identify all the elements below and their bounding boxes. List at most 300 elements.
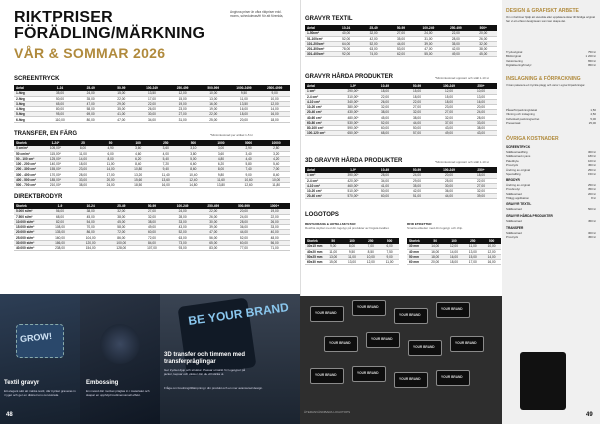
table-cell: 530,00*: [337, 120, 369, 125]
table-row: [305, 52, 497, 57]
column-header: Storlek: [14, 140, 42, 146]
page-number-left: 48: [6, 412, 13, 418]
sidebar-price-label: Ställkostnad/färg: [506, 150, 528, 154]
table-cell: 3-färg: [14, 101, 45, 106]
table-cell: 20.000 st/m²: [14, 230, 45, 235]
embossed-logo: [100, 324, 140, 364]
table-cell: 44,00: [229, 230, 260, 235]
table-cell: 60x30 mm: [307, 260, 323, 265]
table-cell: 11,00: [343, 254, 362, 259]
sidebar-price-label: Specialfärg: [506, 172, 521, 176]
sidebar-price-value: 1,50: [590, 108, 596, 112]
table-cell: 65,00: [198, 240, 229, 245]
column-header: 1-9: [45, 203, 76, 209]
table-cell: 14,80: [180, 182, 208, 187]
table-cell: 52,00: [167, 230, 198, 235]
table-cell: 52,00: [229, 235, 260, 240]
tag-12: [436, 370, 470, 386]
table-cell: 7,20: [152, 162, 180, 167]
table-cell: 30x15 mm: [307, 244, 323, 249]
table-cell: 480,00*: [337, 115, 369, 120]
sidebar-price-value: 650 kr: [587, 58, 596, 63]
table-cell: 52,00: [332, 36, 359, 41]
table-cell: 20,00: [470, 31, 497, 36]
column-header: 50-99: [401, 167, 433, 173]
photo-strip: [0, 294, 300, 424]
table-cell: 10,00: [482, 244, 501, 249]
sidebar-price-label: Provtryck: [506, 163, 519, 168]
table-cell: 80,00: [75, 117, 106, 122]
table-cell: 170,00*: [42, 172, 70, 177]
table-cell: 4-10 cm²: [305, 99, 337, 104]
table-cell: 22,00: [401, 99, 433, 104]
sidebar-price-value: 1 200 kr: [585, 54, 596, 59]
sidebar-pack-title: INSLAGNING & FÖRPACKNING: [506, 76, 581, 82]
table-cell: 44,00: [387, 41, 414, 46]
logotops-sub1-text: Rostfria skyltar med din logotyp på produkter av högsta kvalitet.: [305, 226, 390, 230]
table-cell: 12,00: [433, 89, 465, 94]
table-cell: 5.000 st/m²: [14, 209, 45, 214]
sidebar-price-row: [506, 183, 596, 187]
table-cell: 186,00: [45, 240, 76, 245]
table-cell: 39,00: [198, 225, 229, 230]
sidebar-price-label: Provbrodyr: [506, 187, 521, 192]
table-row: [14, 117, 290, 122]
tag-8: [450, 336, 484, 352]
tag-7: [408, 340, 442, 356]
intro-text: Angivna priser är våra riktpriser exkl. moms, scheduleras/fri för att förenkla,: [230, 10, 284, 19]
table-cell: 26,00: [470, 36, 497, 41]
column-header: 500: [380, 238, 399, 244]
column-header: Antal: [305, 25, 332, 31]
table-cell: 30,00: [198, 219, 229, 224]
table-cell: 9,40: [152, 167, 180, 172]
table-cell: 3,40: [235, 151, 263, 156]
column-header: 10-24: [332, 25, 359, 31]
table-cell: 420,00*: [337, 178, 369, 183]
table-cell: 10-20 cm²: [305, 105, 337, 110]
table-cell: 53,00: [387, 47, 414, 52]
table-cell: 4,80: [207, 156, 235, 161]
table-cell: 185,00*: [42, 177, 70, 182]
table-cell: 73,00: [167, 240, 198, 245]
page-subtitle: VÅR & SOMMAR 2026: [14, 45, 166, 61]
table-cell: 23,00: [433, 105, 465, 110]
column-header: 250: [463, 238, 482, 244]
table-cell: 48,00: [259, 235, 290, 240]
table-cell: 3,80: [180, 151, 208, 156]
sidebar-price-value: 300 kr: [587, 150, 596, 154]
table-cell: 27,00: [401, 105, 433, 110]
table-cell: 27,00: [167, 112, 198, 117]
page-title-line1: RIKTPRISER: [14, 9, 113, 26]
sidebar-price-label: Vikning och inslagning: [506, 112, 535, 117]
table-cell: 12,60: [235, 182, 263, 187]
table-cell: 24,00: [167, 209, 198, 214]
table-cell: 1 cm²: [305, 173, 337, 178]
column-header: Storlek: [14, 203, 45, 209]
table-cell: 18,00: [229, 112, 260, 117]
table-cell: 108,00: [45, 225, 76, 230]
table-cell: 44,00: [433, 194, 465, 199]
table-cell: 28,00: [442, 36, 469, 41]
table-cell: 11,80: [262, 182, 290, 187]
page-title-line2: FÖRÄDLING/MÄRKNING: [14, 25, 206, 42]
transfer-note: *Minimikostnad per artikel 1-5 kr: [210, 133, 253, 137]
table-cell: 105,00*: [42, 146, 70, 151]
table-cell: 40x20 mm: [307, 249, 323, 254]
table-cell: 40 mm: [407, 249, 426, 254]
column-header: 500+: [470, 25, 497, 31]
table-cell: 60,00: [137, 230, 168, 235]
sidebar-price-label: Ställkostnad: [506, 191, 522, 196]
table-cell: 25,00: [198, 117, 229, 122]
table-cell: 56,00: [198, 235, 229, 240]
column-header: 500-999: [229, 203, 260, 209]
table-cell: 38,00: [369, 110, 401, 115]
table-cell: 38,00: [75, 209, 106, 214]
table-cell: 6-färg: [14, 117, 45, 122]
table-cell: 650,00*: [337, 131, 369, 136]
table-cell: 50 cm/m²: [14, 151, 42, 156]
sidebar-price-label: Palettbyte: [506, 158, 519, 163]
table-cell: 30 mm: [407, 244, 426, 249]
table-cell: 11,40: [152, 172, 180, 177]
table-cell: 4,40: [235, 156, 263, 161]
table-cell: 15,00: [401, 89, 433, 94]
table-cell: 10.000 st/m²: [14, 219, 45, 224]
table-cell: 2-4 cm²: [305, 94, 337, 99]
sidebar-price-row: [506, 154, 596, 158]
table-cell: 15,00: [433, 94, 465, 99]
table-cell: 11,00: [97, 162, 125, 167]
table-cell: 8,60: [180, 167, 208, 172]
sidebar-design-text: Om ni behöver hjälp att utveckla eller uppdatera idéer till färdiga original har vi ett erfaret designteam som kan skapa det.: [506, 15, 595, 23]
table-cell: 11,00: [324, 249, 343, 254]
column-header: 10-49: [369, 83, 401, 89]
table-cell: 24,00: [401, 173, 433, 178]
table-cell: 50 - 100 cm²: [14, 156, 42, 161]
table-cell: 39,00: [415, 41, 442, 46]
table-cell: 49,00: [137, 225, 168, 230]
table-cell: 101-200cm²: [305, 41, 332, 46]
table-cell: 8,40: [262, 172, 290, 177]
section-title-gravyr-textil: GRAVYR TEXTIL: [305, 16, 353, 22]
column-header: 5000: [235, 140, 263, 146]
table-cell: 33,00: [465, 120, 497, 125]
table-cell: 20,00: [229, 117, 260, 122]
table-cell: 60,00: [369, 194, 401, 199]
table-cell: 55,00: [415, 52, 442, 57]
column-header: 50-99: [106, 85, 137, 91]
table-cell: 47,00: [75, 101, 106, 106]
table-cell: 25,00: [433, 178, 465, 183]
table-cell: 20,00: [229, 209, 260, 214]
sidebar-price-label: Ändring av original: [506, 183, 530, 187]
table-cell: 45,00: [470, 52, 497, 57]
sidebar-price-value: 300 kr: [587, 231, 596, 235]
column-header: 10000: [262, 140, 290, 146]
table-cell: 4,90: [97, 146, 125, 151]
sidebar-price-value: 350 kr: [587, 187, 596, 192]
table-cell: 60 mm: [407, 260, 426, 265]
table-cell: 125,00*: [42, 156, 70, 161]
sidebar-price-label: Digitalisering/brodyr: [506, 63, 532, 68]
tag-text: YOUR BRAND: [315, 311, 337, 315]
sidebar-price-value: 450 kr: [587, 235, 596, 240]
table-cell: 200 - 300 cm²: [14, 167, 42, 172]
table-cell: 38,00: [137, 219, 168, 224]
sidebar-price-label: Påsar/förpackning/dekal: [506, 108, 538, 112]
table-cell: 13,80: [207, 182, 235, 187]
sidebar-other-sub5: TRANSFER: [506, 226, 524, 230]
sidebar-price-value: 250 kr: [587, 167, 596, 172]
table-cell: 43,00: [465, 131, 497, 136]
table-cell: 40-60 cm²: [305, 115, 337, 120]
table-cell: 63,00: [360, 47, 387, 52]
table-cell: 15,00: [106, 91, 137, 96]
column-header: 25-49: [106, 203, 137, 209]
table-cell: 14,00: [426, 244, 445, 249]
table-cell: 10,60: [235, 177, 263, 182]
table-cell: 93,00: [167, 245, 198, 250]
table-row: [305, 194, 497, 199]
column-header: 1-9*: [337, 83, 369, 89]
sidebar-price-row: [506, 63, 596, 67]
table-cell: 22,00: [106, 96, 137, 101]
table-cell: 33,00: [69, 177, 97, 182]
table-cell: 2,90: [235, 146, 263, 151]
table-cell: 12,00: [167, 91, 198, 96]
table-cell: 18,00: [465, 173, 497, 178]
column-header: 100-249: [415, 25, 442, 31]
sidebar-price-label: Ställkostnad: [506, 207, 522, 211]
table-cell: 14,00: [97, 167, 125, 172]
logotops-sub2: RFID ETIKETTER: [407, 222, 432, 226]
tag-text: YOUR BRAND: [357, 305, 379, 309]
table-cell: 5 cm/m²: [14, 146, 42, 151]
table-cell: 100-120 cm²: [305, 131, 337, 136]
sidebar-price-value: 150 kr: [587, 172, 596, 176]
column-header: 25: [69, 140, 97, 146]
table-cell: 16,00: [198, 101, 229, 106]
table-cell: 50 mm: [407, 254, 426, 259]
table-cell: 41,00: [106, 112, 137, 117]
table-cell: 33,00: [259, 225, 290, 230]
table-cell: 84,00: [137, 240, 168, 245]
table-cell: 11,00: [463, 244, 482, 249]
shirt-text: BE YOUR BRAND: [187, 300, 290, 328]
table-cell: 95,00: [45, 112, 76, 117]
table-cell: 32,00: [360, 31, 387, 36]
sidebar-price-row: [506, 150, 596, 154]
tag-9: [310, 368, 344, 384]
table-cell: 17,00: [97, 172, 125, 177]
column-header: 250-499: [198, 203, 229, 209]
table-cell: 47,00: [198, 230, 229, 235]
table-cell: 9,00: [259, 91, 290, 96]
sidebar-price-value: 500 kr: [587, 207, 596, 211]
table-cell: 238,00: [45, 245, 76, 250]
table-cell: 6,20: [207, 162, 235, 167]
sidebar-price-row: [506, 50, 596, 54]
table-cell: 43,00: [433, 125, 465, 130]
sidebar-price-label: Tillägg applikation: [506, 196, 530, 201]
table-cell: 24,00: [465, 110, 497, 115]
table-cell: 30,00: [137, 112, 168, 117]
table-cell: 12,00: [482, 249, 501, 254]
tag-text: YOUR BRAND: [413, 345, 435, 349]
table-cell: 11,60: [207, 177, 235, 182]
table-cell: 8,00: [343, 244, 362, 249]
table-cell: 29,00: [106, 101, 137, 106]
column-header: 250+: [465, 83, 497, 89]
caption-text-2: En metod där motivet präglas in i materialet och skapar en upphöjd tredimensionell effekt.: [86, 389, 150, 397]
logotops-sub2-text: Smarta etiketter med din logotyp och chip.: [407, 226, 464, 230]
column-header: 1-9*: [337, 167, 369, 173]
table-cell: 13,50: [137, 91, 168, 96]
table-cell: 92,00: [332, 52, 359, 57]
column-header: Antal: [305, 83, 337, 89]
table-cell: 140,00*: [42, 162, 70, 167]
table-cell: 24,00: [229, 214, 260, 219]
table-cell: 15,00: [324, 260, 343, 265]
table-cell: 47,00: [106, 117, 137, 122]
table-cell: 65,00: [45, 101, 76, 106]
table-cell: 5-färg: [14, 112, 45, 117]
table-cell: 7,00: [361, 244, 380, 249]
table-cell: 30.000 st/m²: [14, 240, 45, 245]
table-cell: 201-300cm²: [305, 47, 332, 52]
table-cell: 86,00: [75, 230, 106, 235]
table-cell: 14,00: [259, 107, 290, 112]
table-cell: 7,50: [380, 249, 399, 254]
table-cell: 16,00: [229, 107, 260, 112]
table-cell: 8,50: [361, 249, 380, 254]
table-cell: 12,00: [361, 260, 380, 265]
table-cell: 4,60: [124, 151, 152, 156]
table-cell: 16,00: [259, 112, 290, 117]
table-cell: 1-färg: [14, 91, 45, 96]
tag-text: YOUR BRAND: [455, 341, 477, 345]
table-cell: 3,60: [207, 151, 235, 156]
caption-text-3: Ger trycket djup och struktur. Passar utmärkt för logotyper på jackor, kepsar och väskor där du vill sticka ut.: [164, 368, 246, 376]
table-cell: 22,00: [465, 178, 497, 183]
table-cell: 6,00: [380, 244, 399, 249]
table-cell: 51,00: [401, 194, 433, 199]
column-header: 250-499: [442, 25, 469, 31]
table-cell: 500 - 700 cm²: [14, 182, 42, 187]
table-cell: 27,00: [137, 209, 168, 214]
table-cell: 38,00: [470, 47, 497, 52]
table-cell: 15,60: [124, 177, 152, 182]
table-cell: 26,00: [369, 99, 401, 104]
table-cell: 10,40: [180, 172, 208, 177]
table-cell: 17,00: [463, 260, 482, 265]
column-header: 1-24: [45, 85, 76, 91]
table-cell: 2-4 cm²: [305, 178, 337, 183]
sidebar-price-value: 5,00: [590, 116, 596, 121]
table-cell: 570,00*: [337, 194, 369, 199]
tag-text: YOUR BRAND: [399, 377, 421, 381]
table-cell: 115,00*: [42, 151, 70, 156]
section-title-screen: SCREENTRYCK: [14, 76, 60, 82]
table-cell: 340,00*: [337, 99, 369, 104]
table-cell: 40,00: [332, 31, 359, 36]
table-cell: 86,00: [106, 235, 137, 240]
table-cell: 120,00: [75, 240, 106, 245]
column-header: 500: [482, 238, 501, 244]
sidebar-other-sub1: SCREENTRYCK: [506, 145, 531, 149]
logotops-photo: [300, 296, 502, 424]
tag-3: [394, 308, 428, 324]
photo-textil-gravyr: [0, 294, 80, 424]
table-cell: 18,00: [369, 89, 401, 94]
table-cell: 10-20 cm²: [305, 189, 337, 194]
sidebar-price-value: 8 kr: [591, 196, 596, 201]
table-cell: 7.500 st/m²: [14, 214, 45, 219]
table-cell: 8,00: [97, 156, 125, 161]
table-cell: 20-40 cm²: [305, 110, 337, 115]
table-cell: 60-80 cm²: [305, 120, 337, 125]
table-cell: 6,60: [180, 162, 208, 167]
table-cell: 35,00: [45, 91, 76, 96]
tag-text: YOUR BRAND: [329, 341, 351, 345]
table-row: [14, 182, 290, 187]
table-cell: 47,00: [415, 47, 442, 52]
table-cell: 3,60: [124, 146, 152, 151]
table-cell: 50x25 mm: [307, 254, 323, 259]
table-cell: 80-100 cm²: [305, 125, 337, 130]
table-cell: 35,00: [401, 183, 433, 188]
table-cell: 50,00: [45, 96, 76, 101]
table-cell: 32,00: [433, 115, 465, 120]
sidebar-price-row: [506, 59, 596, 63]
page-number-right: 49: [586, 412, 593, 418]
table-cell: 5,40: [262, 162, 290, 167]
column-header: 1000-2499: [229, 85, 260, 91]
sidebar-price-row: [506, 235, 596, 239]
table-cell: 12,00: [259, 101, 290, 106]
gravyr-textil-table: [305, 25, 497, 57]
logotops-sub1: RESTAURANG & HOTELLSKYLTAR: [305, 222, 356, 226]
table-cell: 5,80: [235, 162, 263, 167]
table-cell: 13,00: [463, 249, 482, 254]
table-cell: 42,00: [360, 36, 387, 41]
table-cell: 36,00: [433, 189, 465, 194]
sidebar-price-label: Bild/original: [506, 54, 521, 59]
table-cell: 72,00: [106, 230, 137, 235]
table-cell: 4-10 cm²: [305, 183, 337, 188]
table-cell: 5,00: [180, 156, 208, 161]
sidebar-price-value: 450 kr: [587, 219, 596, 223]
sidebar-other-title: ÖVRIGA KOSTNADER: [506, 136, 559, 142]
column-header: 25-49: [75, 85, 106, 91]
tag-text: YOUR BRAND: [441, 375, 463, 379]
sidebar-price-row: [506, 168, 596, 172]
section-title-digital: DIREKTBRODYR: [14, 194, 63, 200]
table-cell: 9,00: [380, 254, 399, 259]
table-cell: 34,00: [369, 178, 401, 183]
table-cell: 57,00: [401, 131, 433, 136]
table-cell: 80,00: [45, 107, 76, 112]
sidebar-price-row: [506, 117, 596, 121]
table-cell: 60,00: [369, 125, 401, 130]
table-cell: 18,00: [401, 94, 433, 99]
sidebar-price-value: 750 kr: [587, 50, 596, 54]
table-cell: 27,00: [433, 110, 465, 115]
sidebar-other-sub2: BRODYR: [506, 178, 520, 182]
